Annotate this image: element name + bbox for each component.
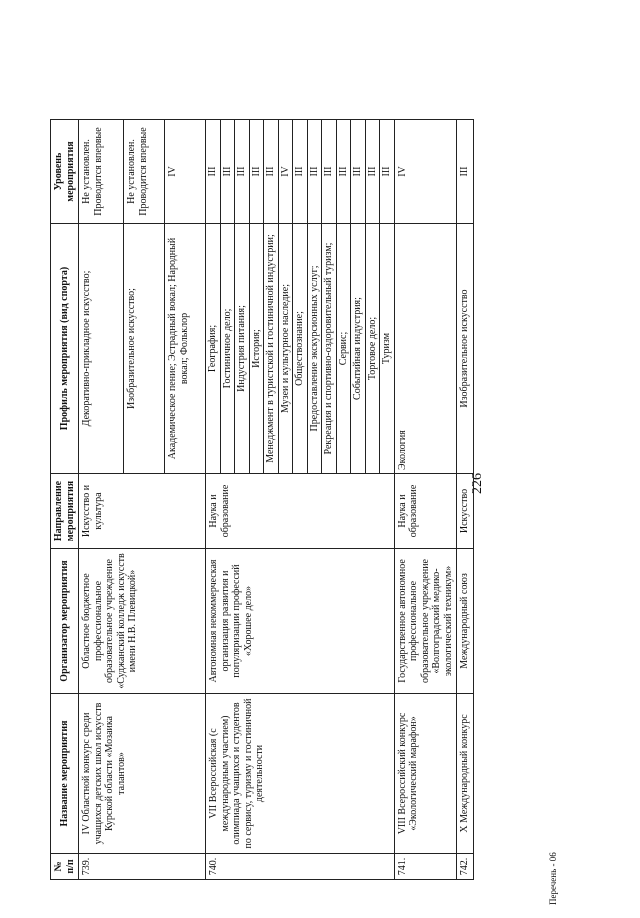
event-direction: Наука и образование <box>206 474 395 549</box>
event-profile: Событийная индустрия; <box>351 224 366 474</box>
event-level: III <box>336 120 351 224</box>
event-name: VIII Всероссийский конкурс «Экологический марафон» <box>394 694 457 854</box>
header-num: № п/п <box>51 854 79 880</box>
header-level: Уровень мероприятия <box>51 120 79 224</box>
event-profile: Туризм <box>380 224 395 474</box>
event-level: Не установлен. Проводится впервые <box>124 120 165 224</box>
event-name: IV Областной конкурс среди учащихся детских школ искусств Курской области «Мозаика талантов» <box>79 694 206 854</box>
event-profile: География; <box>206 224 221 474</box>
event-profile: Гостиничное дело; <box>220 224 235 474</box>
event-organizer: Областное бюджетное профессиональное образовательное учреждение «Суджанский колледж искусств имени Н.В. Плевицкой» <box>79 549 206 694</box>
event-direction: Искусство и культура <box>79 474 206 549</box>
event-level: III <box>206 120 221 224</box>
event-profile: Изобразительное искусство; <box>124 224 165 474</box>
event-level: III <box>264 120 279 224</box>
event-level: IV <box>394 120 457 224</box>
event-profile: Академическое пение; Эстрадный вокал; Народный вокал; Фольклор <box>165 224 206 474</box>
event-profile: Менеджмент в туристской и гостиничной индустрии; <box>264 224 279 474</box>
event-level: III <box>249 120 264 224</box>
table-row <box>394 120 457 880</box>
event-name: X Международный конкурс <box>457 694 474 854</box>
event-profile: Рекреация и спортивно-оздоровительный туризм; <box>322 224 337 474</box>
row-num: 741. <box>394 854 457 880</box>
event-level: III <box>322 120 337 224</box>
event-profile: Сервис; <box>336 224 351 474</box>
footer-note: Перечень - 06 <box>548 852 558 905</box>
header-direction: Направление мероприятия <box>51 474 79 549</box>
row-num: 739. <box>79 854 206 880</box>
row-num: 742. <box>457 854 474 880</box>
event-level: III <box>220 120 235 224</box>
event-level: IV <box>165 120 206 224</box>
event-profile: Экология <box>394 224 457 474</box>
event-organizer: Государственное автономное профессиональное образовательное учреждение «Волгоградский медико-экологический техникум» <box>394 549 457 694</box>
event-direction: Наука и образование <box>394 474 457 549</box>
events-table <box>50 119 474 880</box>
header-name: Название мероприятия <box>51 694 79 854</box>
event-level: III <box>307 120 322 224</box>
table-row <box>457 120 474 880</box>
table-row <box>206 120 221 880</box>
event-profile: Обществознание; <box>293 224 308 474</box>
row-num: 740. <box>206 854 395 880</box>
header-organizer: Организатор мероприятия <box>51 549 79 694</box>
event-direction: Искусство <box>457 474 474 549</box>
table-header-row <box>51 120 79 880</box>
event-name: VII Всероссийская (с международным участием) олимпиада учащихся и студентов по сервису, туризму и гостиничной деятельности <box>206 694 395 854</box>
event-profile: Индустрия питания; <box>235 224 250 474</box>
event-profile: Торговое дело; <box>365 224 380 474</box>
event-level: III <box>457 120 474 224</box>
event-level: III <box>293 120 308 224</box>
event-level: III <box>351 120 366 224</box>
table-row <box>79 120 124 880</box>
header-profile: Профиль мероприятия (вид спорта) <box>51 224 79 474</box>
events-table-container <box>50 120 540 880</box>
event-organizer: Автономная некоммерческая организация развития и популяризации профессий «Хорошее дело» <box>206 549 395 694</box>
event-level: IV <box>278 120 293 224</box>
page-number: 226 <box>470 473 485 494</box>
event-level: Не установлен. Проводится впервые <box>79 120 124 224</box>
event-profile: История; <box>249 224 264 474</box>
event-level: III <box>380 120 395 224</box>
event-profile: Изобразительное искусство <box>457 224 474 474</box>
event-level: III <box>365 120 380 224</box>
event-profile: Музеи и культурное наследие; <box>278 224 293 474</box>
event-level: III <box>235 120 250 224</box>
event-organizer: Международный союз <box>457 549 474 694</box>
event-profile: Декоративно-прикладное искусство; <box>79 224 124 474</box>
event-profile: Предоставление экскурсионных услуг; <box>307 224 322 474</box>
